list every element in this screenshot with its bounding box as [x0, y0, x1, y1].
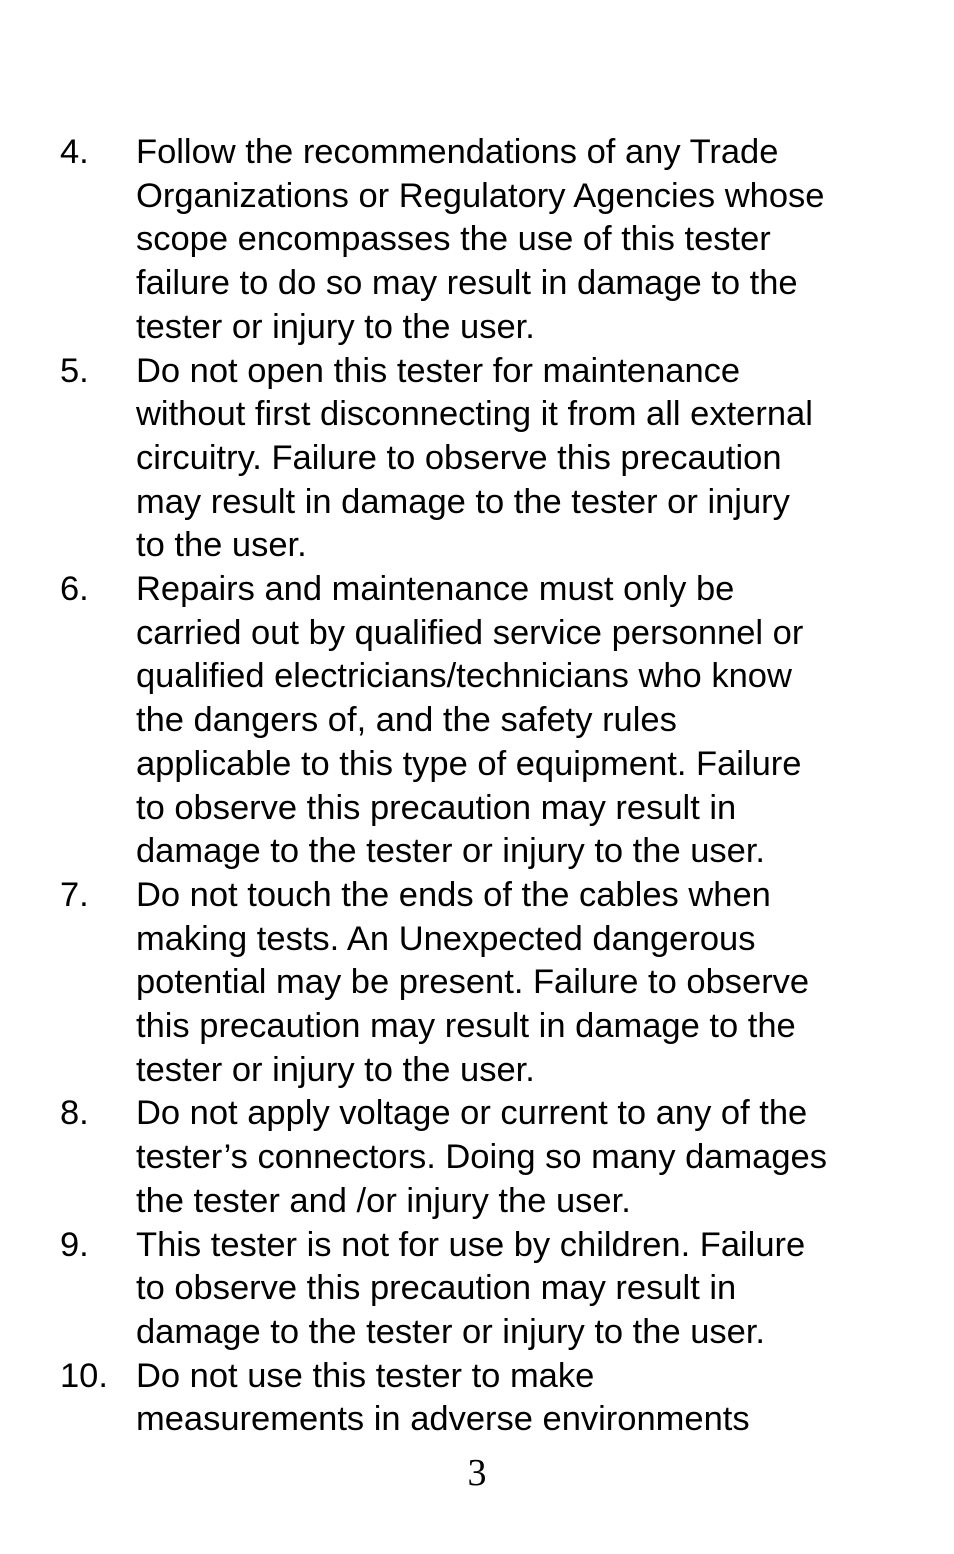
item-text: Do not apply voltage or current to any of the tester’s connectors. Doing so many damages the tester and /or injury the user. — [136, 1094, 827, 1220]
item-number: 10. — [60, 1356, 108, 1395]
list-item — [60, 874, 920, 1093]
item-number: 7. — [60, 875, 89, 914]
item-text: Do not touch the ends of the cables when making tests. An Unexpected dangerous potential may be present. Failure to observe this precaution may result in damage to the tester or injury to the user. — [136, 875, 810, 1089]
item-text: Do not use this tester to make measurements in adverse environments — [136, 1356, 750, 1439]
list-item — [60, 131, 920, 350]
list-item — [60, 1224, 920, 1355]
list-item — [60, 1092, 920, 1223]
item-number: 6. — [60, 570, 89, 609]
page-number: 3 — [467, 1452, 487, 1494]
list-item — [60, 1355, 920, 1442]
list-item — [60, 568, 920, 874]
item-text: Do not open this tester for maintenance without first disconnecting it from all external circuitry. Failure to observe this precaution may result in damage to the tester or injury to the user. — [136, 351, 813, 565]
item-text: This tester is not for use by children. Failure to observe this precaution may result in damage to the tester or injury to the user. — [136, 1225, 806, 1351]
item-number: 8. — [60, 1094, 89, 1133]
item-number: 9. — [60, 1225, 89, 1264]
safety-precautions-list — [60, 131, 920, 1442]
list-item — [60, 350, 920, 569]
item-number: 5. — [60, 351, 89, 390]
item-number: 4. — [60, 133, 89, 171]
item-text: Repairs and maintenance must only be carried out by qualified service personnel or qualified electricians/technicians who know the dangers of, and the safety rules applicable to this type of equipment. Failure to observe this precaution may result in damage to the tester or injury to the user. — [136, 570, 804, 871]
item-text: Follow the recommendations of any Trade Organizations or Regulatory Agencies whose scope encompasses the use of this tester failure to do so may result in damage to the tester or injury to the user. — [136, 133, 825, 346]
